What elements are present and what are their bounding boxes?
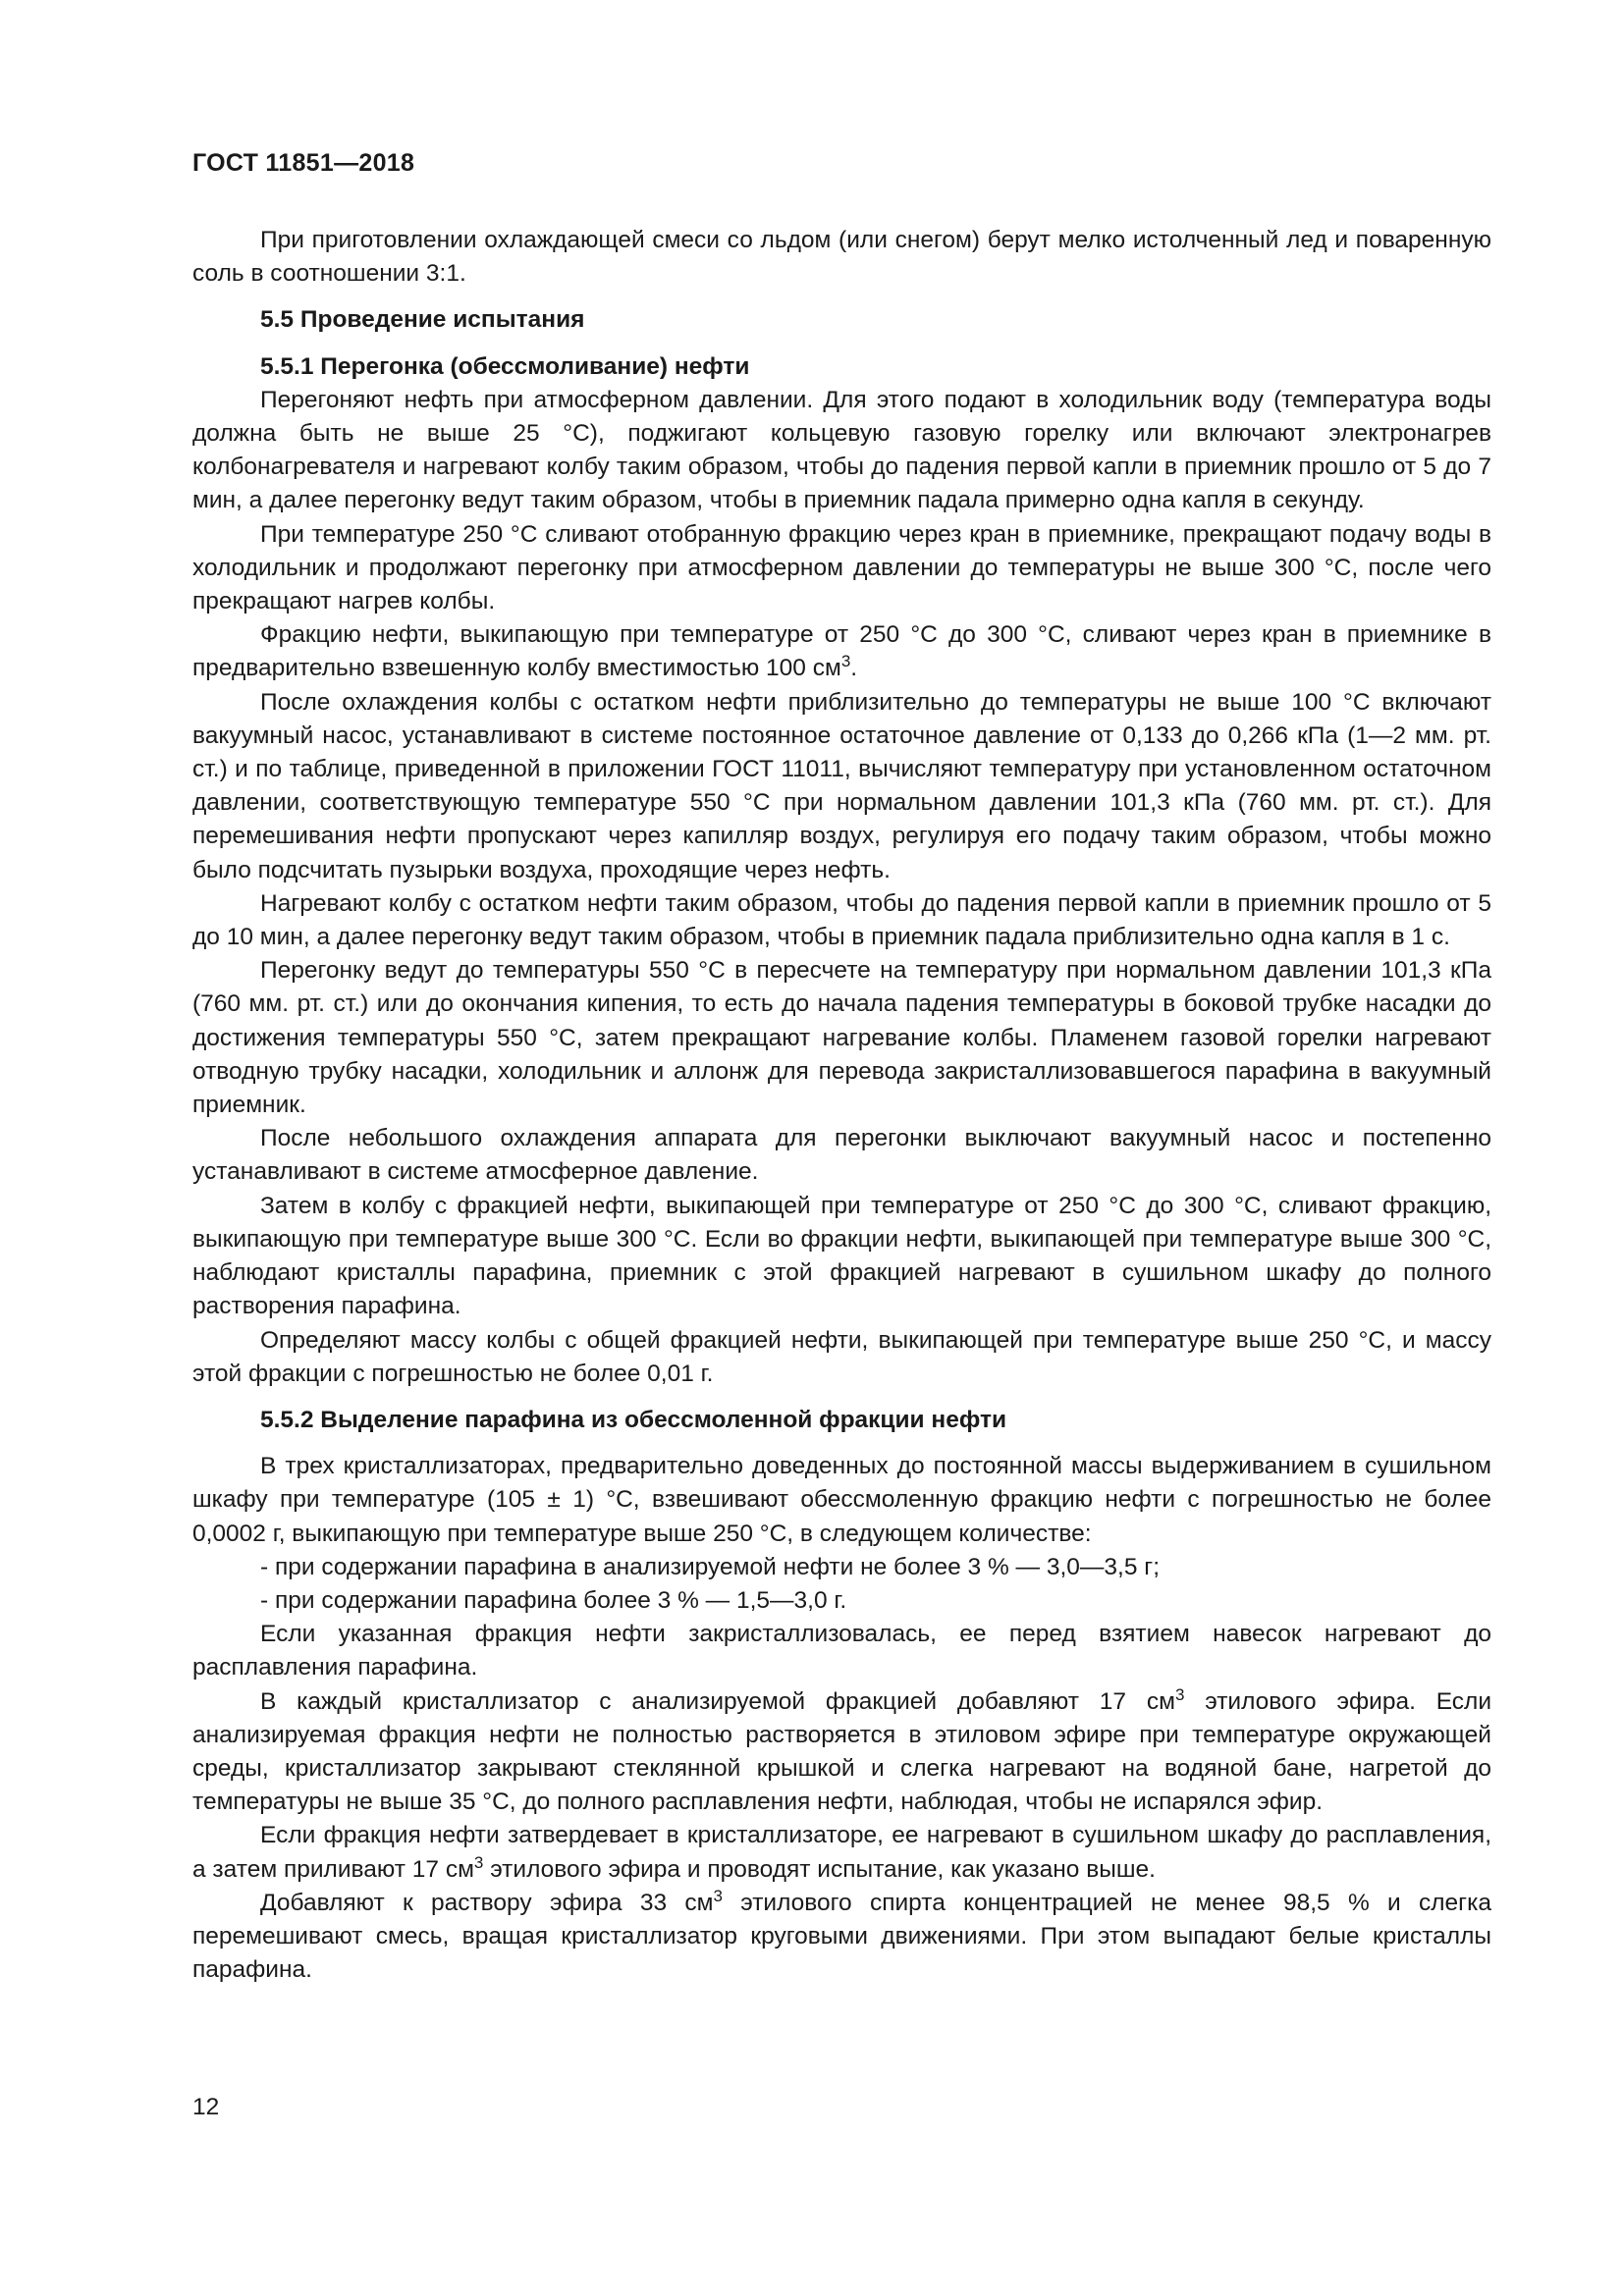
paragraph: Перегоняют нефть при атмосферном давлении. Для этого подают в холодильник воду (температура воды должна быть не выше 25 °С), поджигают кольцевую газовую горелку или включают электронагрев колбонагревателя и нагревают колбу таким образом, чтобы до падения первой капли в приемник прошло от 5 до 7 мин, а далее перегонку ведут таким образом, чтобы в приемник падала примерно одна капля в секунду. — [192, 386, 1491, 514]
section-heading-5-5: 5.5 Проведение испытания — [260, 306, 585, 334]
paragraph — [192, 1819, 1491, 1886]
paragraph — [192, 618, 1491, 685]
section-heading-5-5-1: 5.5.1 Перегонка (обессмоливание) нефти — [260, 352, 750, 380]
superscript: 3 — [713, 1886, 723, 1905]
superscript: 3 — [840, 652, 851, 671]
paragraph-text: . — [850, 655, 858, 682]
paragraph-text: этилового спирта концентрацией не менее 98,5 % и слегка перемешивают смесь, вращая кристаллизатор круговыми движениями. При этом выпадают белые кристаллы парафина. — [192, 1889, 1491, 1984]
document-header: ГОСТ 11851—2018 — [192, 149, 415, 177]
paragraph-cooling-mixture: При приготовлении охлаждающей смеси со льдом (или снегом) берут мелко истолченный лед и поваренную соль в соотношении 3:1. — [192, 227, 1491, 288]
paragraph — [192, 1685, 1491, 1820]
paragraph: В трех кристаллизаторах, предварительно доведенных до постоянной массы выдерживанием в сушильном шкафу при температуре (105 ± 1) °С, взвешивают обессмоленную фракцию нефти с погрешностью не более 0,0002 г, выкипающую при температуре выше 250 °С, в следующем количестве: — [192, 1453, 1491, 1547]
paragraph: Определяют массу колбы с общей фракцией нефти, выкипающей при температуре выше 250 °С, и массу этой фракции с погрешностью не более 0,01 г. — [192, 1326, 1491, 1387]
superscript: 3 — [1174, 1684, 1185, 1704]
page-number: 12 — [192, 2094, 220, 2120]
paragraph: Перегонку ведут до температуры 550 °С в пересчете на температуру при нормальном давлении 101,3 кПа (760 мм. рт. ст.) или до окончания кипения, то есть до начала падения температуры в боковой трубке насадки до достижения температуры 550 °С, затем прекращают нагревание колбы. Пламенем газовой горелки нагревают отводную трубку насадки, холодильник и аллонж для перевода закристаллизовавшегося парафина в вакуумный приемник. — [192, 957, 1491, 1119]
paragraph-text: В каждый кристаллизатор с анализируемой фракцией добавляют 17 см — [260, 1687, 1175, 1715]
paragraph-text: Фракцию нефти, выкипающую при температуре от 250 °С до 300 °С, сливают через кран в приемнике в предварительно взвешенную колбу вместимостью 100 см — [192, 621, 1491, 682]
paragraph-text: этилового эфира и проводят испытание, как указано выше. — [483, 1855, 1156, 1883]
list-item: - при содержании парафина в анализируемой нефти не более 3 % — 3,0—3,5 г; — [260, 1553, 1161, 1580]
paragraph: Если указанная фракция нефти закристаллизовалась, ее перед взятием навесок нагревают до расплавления парафина. — [192, 1621, 1491, 1682]
document-body — [192, 224, 1491, 1987]
paragraph: Затем в колбу с фракцией нефти, выкипающей при температуре от 250 °С до 300 °С, сливают фракцию, выкипающую при температуре выше 300 °С. Если во фракции нефти, выкипающей при температуре выше 300 °С, наблюдают кристаллы парафина, приемник с этой фракцией нагревают в сушильном шкафу до полного растворения парафина. — [192, 1192, 1491, 1320]
paragraph-text: Если фракция нефти затвердевает в кристаллизаторе, ее нагревают в сушильном шкафу до расплавления, а затем приливают 17 см — [192, 1822, 1491, 1883]
paragraph: Нагревают колбу с остатком нефти таким образом, чтобы до падения первой капли в приемник прошло от 5 до 10 мин, а далее перегонку ведут таким образом, чтобы в приемник падала приблизительно одна капля в 1 с. — [192, 889, 1491, 951]
paragraph: После небольшого охлаждения аппарата для перегонки выключают вакуумный насос и постепенно устанавливают в системе атмосферное давление. — [192, 1125, 1491, 1186]
superscript: 3 — [473, 1852, 484, 1872]
list-item: - при содержании парафина более 3 % — 1,5—3,0 г. — [260, 1586, 847, 1614]
paragraph: При температуре 250 °С сливают отобранную фракцию через кран в приемнике, прекращают подачу воды в холодильник и продолжают перегонку при атмосферном давлении до температуры не выше 300 °С, после чего прекращают нагрев колбы. — [192, 520, 1491, 615]
section-heading-5-5-2: 5.5.2 Выделение парафина из обессмоленной фракции нефти — [260, 1406, 1007, 1433]
paragraph-text: Добавляют к раствору эфира 33 см — [260, 1889, 714, 1916]
paragraph-text: этилового эфира. Если анализируемая фракция нефти не полностью растворяется в этиловом эфире при температуре окружающей среды, кристаллизатор закрывают стеклянной крышкой и слегка нагревают на водяной бане, нагретой до температуры не выше 35 °С, до полного расплавления нефти, наблюдая, чтобы не испарялся эфир. — [192, 1687, 1492, 1816]
paragraph: После охлаждения колбы с остатком нефти приблизительно до температуры не выше 100 °С включают вакуумный насос, устанавливают в системе постоянное остаточное давление от 0,133 до 0,266 кПа (1—2 мм. рт. ст.) и по таблице, приведенной в приложении ГОСТ 11011, вычисляют температуру при установленном остаточном давлении, соответствующую температуре 550 °С при нормальном давлении 101,3 кПа (760 мм. рт. ст.). Для перемешивания нефти пропускают через капилляр воздух, регулируя его подачу таким образом, чтобы можно было подсчитать пузырьки воздуха, проходящие через нефть. — [192, 688, 1491, 883]
paragraph — [192, 1887, 1491, 1988]
